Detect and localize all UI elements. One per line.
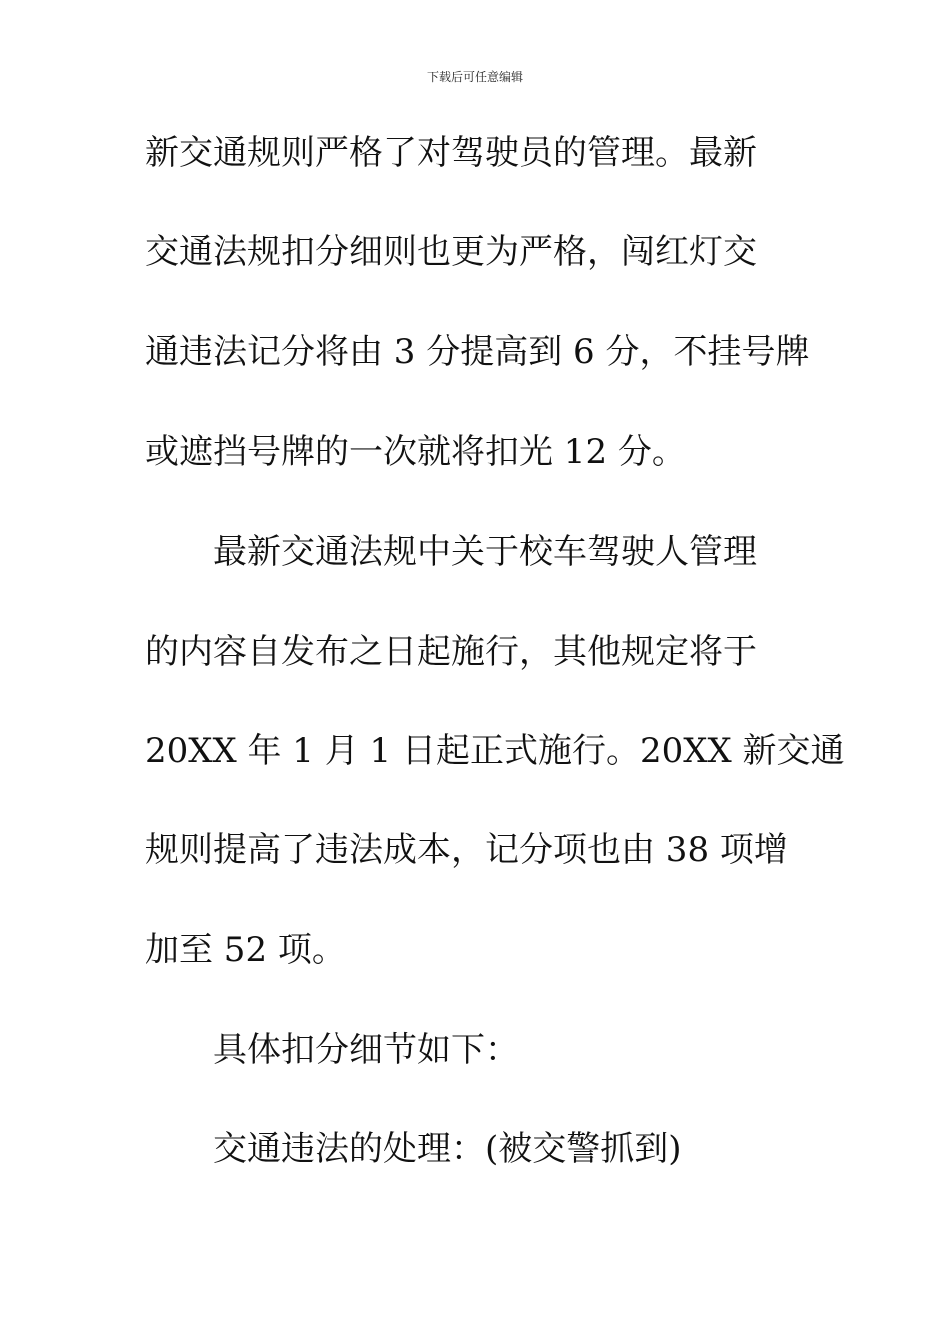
text-line-1: 新交通规则严格了对驾驶员的管理。最新 bbox=[145, 133, 757, 173]
page-header: 下载后可任意编辑 bbox=[426, 70, 523, 84]
text-line-2: 交通法规扣分细则也更为严格，闯红灯交 bbox=[145, 232, 757, 272]
text-line-8: 规则提高了违法成本，记分项也由 38 项增 bbox=[145, 830, 788, 870]
text-line-7: 20XX 年 1 月 1 日起正式施行。20XX 新交通 bbox=[145, 731, 845, 771]
text-line-3: 通违法记分将由 3 分提高到 6 分，不挂号牌 bbox=[145, 332, 810, 372]
text-line-6: 的内容自发布之日起施行，其他规定将于 bbox=[145, 632, 757, 672]
paragraph-3-line-1: 具体扣分细节如下： bbox=[213, 1030, 519, 1070]
paragraph-4-line-1: 交通违法的处理：(被交警抓到) bbox=[213, 1129, 682, 1169]
paragraph-2-line-1: 最新交通法规中关于校车驾驶人管理 bbox=[213, 532, 757, 572]
text-line-9: 加至 52 项。 bbox=[145, 930, 346, 970]
text-line-4: 或遮挡号牌的一次就将扣光 12 分。 bbox=[145, 432, 686, 472]
